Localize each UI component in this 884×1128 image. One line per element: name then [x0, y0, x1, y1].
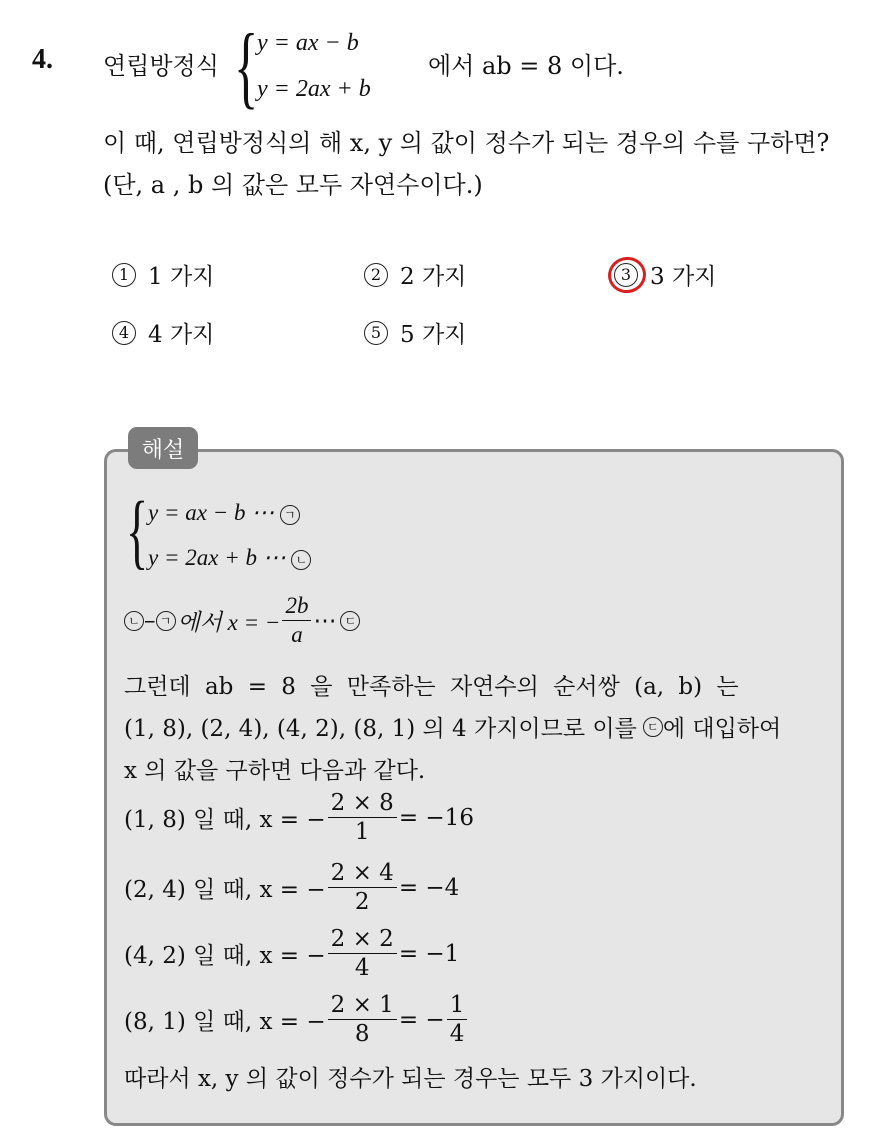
choice-1[interactable] [112, 258, 214, 291]
system-brace: { [234, 15, 259, 117]
para2-label-digeut: ㄷ [643, 717, 663, 737]
equation-label-nieun: ㄴ [291, 550, 311, 570]
case-3-num: 2 × 2 [328, 926, 397, 954]
case-4-result-den: 4 [449, 1021, 465, 1048]
choice-3-mark: 3 [614, 263, 638, 287]
para2-text-b: 에 대입하여 [662, 716, 782, 742]
case-1 [124, 790, 474, 846]
case-2 [124, 860, 459, 916]
choice-3-text: 3 가지 [650, 264, 717, 290]
choice-3[interactable] [614, 258, 716, 291]
para2-text-a: (1, 8), (2, 4), (4, 2), (8, 1) 의 4 가지이므로 이를 [124, 716, 637, 742]
case-2-fraction [328, 860, 397, 916]
case-4-fraction [328, 992, 397, 1048]
case-4-result: = − [398, 1006, 445, 1033]
choice-4-text: 4 가지 [148, 322, 215, 348]
case-2-result: = −4 [398, 874, 460, 901]
sub-text: 에서 x = − [177, 610, 281, 636]
case-4-result-num: 1 [447, 992, 468, 1020]
sub-fraction-den: a [291, 622, 303, 648]
solution-system-brace: { [126, 485, 149, 578]
sub-mark-nieun: ㄴ [124, 611, 144, 631]
choice-5-text: 5 가지 [400, 322, 467, 348]
choice-2[interactable] [364, 258, 466, 291]
case-4 [124, 992, 469, 1048]
choice-1-mark: 1 [112, 263, 136, 287]
case-4-den: 8 [354, 1021, 370, 1048]
solution-paragraph-2 [124, 710, 781, 743]
case-1-fraction [328, 790, 397, 846]
question-number: 4. [32, 44, 53, 75]
case-2-num: 2 × 4 [328, 860, 397, 888]
equation-label-giyeok: ㄱ [280, 505, 300, 525]
choice-4-mark: 4 [112, 321, 136, 345]
solution-equation-1-text: y = ax − b ⋯ [148, 500, 275, 525]
question-text: 이 때, 연립방정식의 해 x, y 의 값이 정수가 되는 경우의 수를 구하면? [103, 129, 830, 157]
solution-tab: 해설 [128, 427, 198, 469]
case-4-num: 2 × 1 [328, 992, 397, 1020]
sub-tail: ⋯ [313, 607, 337, 634]
case-4-pair: (8, 1) 일 때, x = − [124, 1009, 326, 1036]
case-4-result-fraction [447, 992, 468, 1048]
case-3 [124, 926, 459, 982]
choice-2-text: 2 가지 [400, 264, 467, 290]
sub-fraction-num: 2b [282, 593, 311, 621]
solution-equation-2 [148, 545, 311, 571]
choice-1-text: 1 가지 [148, 264, 215, 290]
case-3-fraction [328, 926, 397, 982]
case-1-pair: (1, 8) 일 때, x = − [124, 807, 326, 834]
question-equation-1: y = ax − b [257, 30, 359, 56]
choice-4[interactable] [112, 316, 214, 349]
case-3-den: 4 [354, 955, 370, 982]
case-1-num: 2 × 8 [328, 790, 397, 818]
subtraction-step: ㄴ – ㄱ 에서 x = − $\frac{2b}{a}$ ⋯ ㄷ [124, 593, 360, 649]
question-label: 연립방정식 [103, 52, 219, 80]
solution-equation-2-text: y = 2ax + b ⋯ [148, 545, 286, 570]
question-equation-2: y = 2ax + b [257, 76, 371, 102]
sub-mark-giyeok: ㄱ [156, 611, 176, 631]
sub-fraction [282, 593, 311, 649]
question-note: (단, a , b 의 값은 모두 자연수이다.) [103, 171, 483, 199]
choice-2-mark: 2 [364, 263, 388, 287]
choice-5-mark: 5 [364, 321, 388, 345]
case-3-result: = −1 [398, 940, 460, 967]
solution-equation-1 [148, 500, 300, 526]
selected-answer-circle [605, 253, 650, 296]
choice-5[interactable] [364, 316, 466, 349]
solution-paragraph-1: 그런데 ab = 8 을 만족하는 자연수의 순서쌍 (a, b) 는 [124, 674, 739, 700]
solution-paragraph-3: x 의 값을 구하면 다음과 같다. [124, 758, 426, 784]
equation-label-digeut: ㄷ [340, 611, 360, 631]
case-1-den: 1 [354, 819, 370, 846]
case-2-pair: (2, 4) 일 때, x = − [124, 877, 326, 904]
case-3-pair: (4, 2) 일 때, x = − [124, 943, 326, 970]
question-condition: 에서 ab = 8 이다. [428, 52, 624, 80]
case-1-result: = −16 [398, 804, 474, 831]
case-2-den: 2 [354, 889, 370, 916]
solution-conclusion: 따라서 x, y 의 값이 정수가 되는 경우는 모두 3 가지이다. [124, 1066, 697, 1092]
